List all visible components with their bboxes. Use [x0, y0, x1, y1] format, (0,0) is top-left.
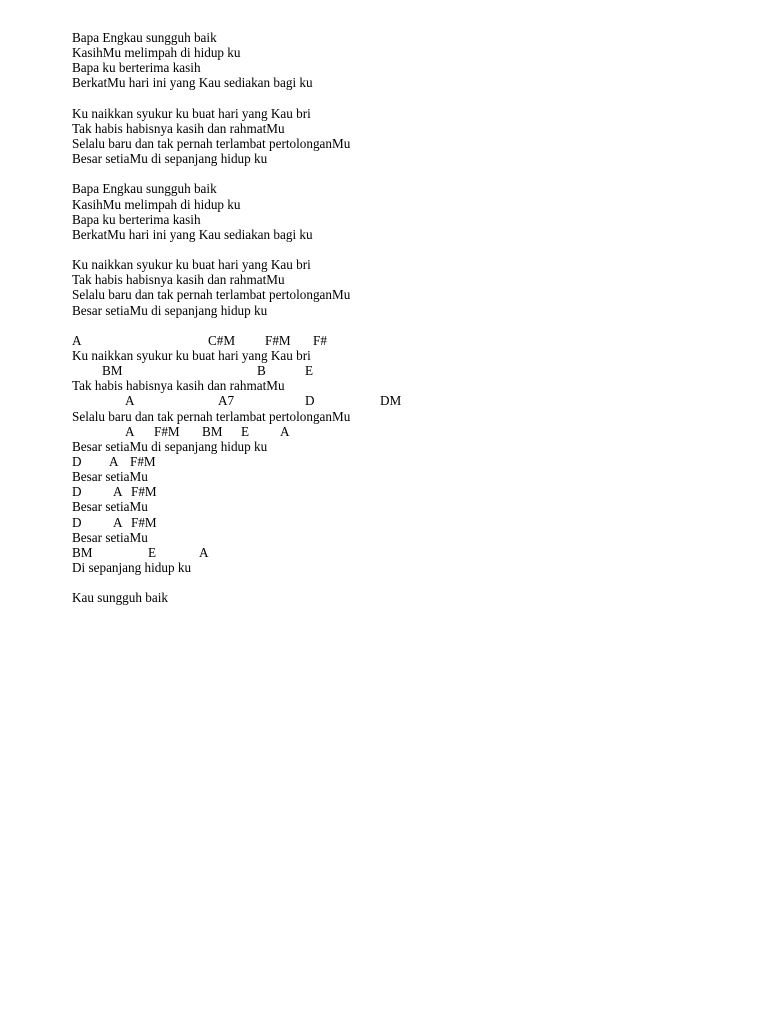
chord: E — [241, 423, 250, 439]
chord: F# — [313, 332, 327, 348]
lyric-line: Besar setiaMu — [72, 499, 148, 515]
chord: F#M — [130, 453, 156, 469]
lyric-line: Tak habis habisnya kasih dan rahmatMu — [72, 272, 285, 288]
chord: A — [280, 423, 290, 439]
chord: A7 — [218, 393, 235, 409]
chord-line — [72, 515, 732, 530]
chord-line — [72, 393, 732, 408]
chord: BM — [102, 363, 123, 379]
chord: D — [72, 514, 82, 530]
chord: A — [113, 514, 123, 530]
chord: F#M — [265, 332, 291, 348]
chord: D — [72, 453, 82, 469]
lyric-line: BerkatMu hari ini yang Kau sediakan bagi ku — [72, 75, 313, 91]
chord: BM — [202, 423, 223, 439]
chord-line — [72, 333, 732, 348]
lyric-line: Besar setiaMu — [72, 469, 148, 485]
verse-1 — [72, 30, 732, 91]
chord-line — [72, 454, 732, 469]
chord-line — [72, 484, 732, 499]
lyric-line: Bapa Engkau sungguh baik — [72, 181, 217, 197]
chord: A — [113, 484, 123, 500]
lyric-line: BerkatMu hari ini yang Kau sediakan bagi ku — [72, 226, 313, 242]
lyric-line: Ku naikkan syukur ku buat hari yang Kau bri — [72, 105, 311, 121]
chord: F#M — [154, 423, 180, 439]
chord: DM — [380, 393, 402, 409]
chord: F#M — [131, 484, 157, 500]
chord: A — [109, 453, 119, 469]
chord: A — [125, 423, 135, 439]
lyric-line: Besar setiaMu di sepanjang hidup ku — [72, 151, 268, 167]
lyric-line: Tak habis habisnya kasih dan rahmatMu — [72, 378, 285, 394]
spacer — [72, 575, 732, 590]
chord-line — [72, 363, 732, 378]
chord: A — [199, 544, 209, 560]
chord: A — [72, 332, 82, 348]
lyric-line: Besar setiaMu di sepanjang hidup ku — [72, 302, 268, 318]
chord-section — [72, 333, 732, 575]
chord: C#M — [208, 332, 236, 348]
chord-line — [72, 424, 732, 439]
chord: BM — [72, 544, 93, 560]
lyric-line: Ku naikkan syukur ku buat hari yang Kau bri — [72, 257, 311, 273]
chord: D — [72, 484, 82, 500]
lyric-line: Selalu baru dan tak pernah terlambat pertolonganMu — [72, 135, 351, 151]
lyric-line: Di sepanjang hidup ku — [72, 559, 192, 575]
verse-2 — [72, 106, 732, 167]
spacer — [72, 166, 732, 181]
lyric-line: Bapa ku berterima kasih — [72, 211, 201, 227]
lyric-line: Tak habis habisnya kasih dan rahmatMu — [72, 120, 285, 136]
verse-4 — [72, 257, 732, 318]
chord: A — [125, 393, 135, 409]
chord: B — [257, 363, 266, 379]
lyric-line: Selalu baru dan tak pernah terlambat pertolonganMu — [72, 287, 351, 303]
song-document — [72, 30, 732, 605]
lyric-line: Selalu baru dan tak pernah terlambat pertolonganMu — [72, 408, 351, 424]
chord-line — [72, 545, 732, 560]
lyric-line: Ku naikkan syukur ku buat hari yang Kau bri — [72, 347, 311, 363]
verse-3 — [72, 181, 732, 242]
chord: D — [305, 393, 315, 409]
lyric-line: KasihMu melimpah di hidup ku — [72, 196, 241, 212]
lyric-line: Besar setiaMu di sepanjang hidup ku — [72, 438, 268, 454]
chord: E — [148, 544, 157, 560]
closing-line: Kau sungguh baik — [72, 590, 168, 606]
chord: F#M — [131, 514, 157, 530]
lyric-line: KasihMu melimpah di hidup ku — [72, 45, 241, 61]
spacer — [72, 318, 732, 333]
spacer — [72, 242, 732, 257]
lyric-line: Besar setiaMu — [72, 529, 148, 545]
chord: E — [305, 363, 314, 379]
spacer — [72, 91, 732, 106]
lyric-line: Bapa Engkau sungguh baik — [72, 30, 217, 45]
lyric-line: Bapa ku berterima kasih — [72, 60, 201, 76]
